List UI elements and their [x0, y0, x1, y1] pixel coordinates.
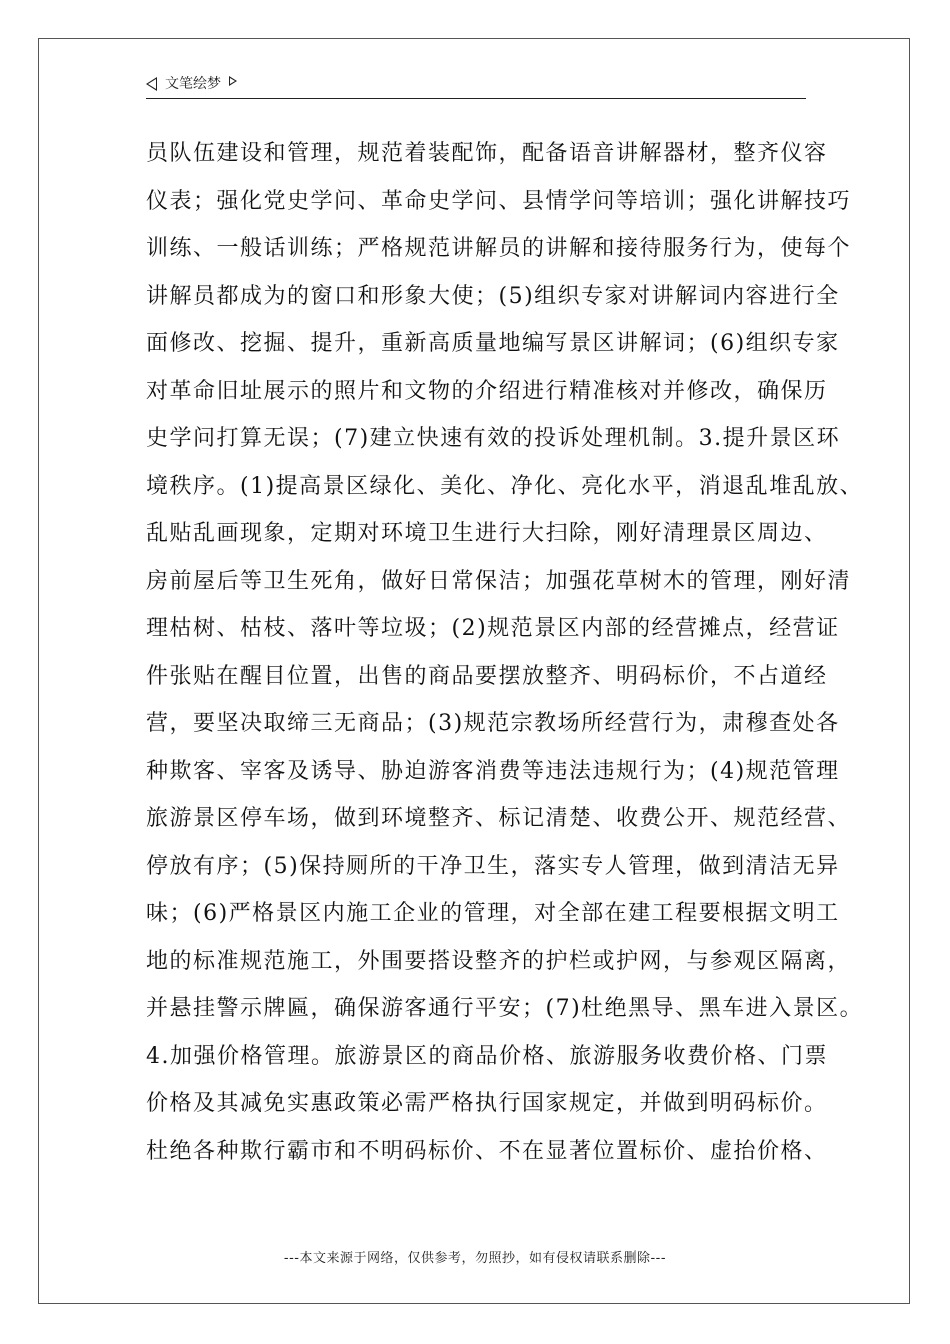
text-line: 对革命旧址展示的照片和文物的介绍进行精准核对并修改，确保历 — [146, 378, 828, 404]
text-line: 价格及其减免实惠政策必需严格执行国家规定，并做到明码标价。 — [146, 1091, 828, 1116]
text-line: 件张贴在醒目位置，出售的商品要摆放整齐、明码标价，不占道经 — [146, 663, 828, 689]
text-line: 训练、一般话训练；严格规范讲解员的讲解和接待服务行为，使每个 — [146, 236, 852, 261]
text-line: 理枯树、枯枝、落叶等垃圾；(2)规范景区内部的经营摊点，经营证 — [146, 616, 840, 641]
text-line: 讲解员都成为的窗口和形象大使；(5)组织专家对讲解词内容进行全 — [146, 283, 840, 309]
text-line: 乱贴乱画现象，定期对环境卫生进行大扫除，刚好清理景区周边、 — [146, 521, 828, 546]
footer-notice: ---本文来源于网络，仅供参考，勿照抄，如有侵权请联系删除--- — [283, 1251, 667, 1266]
document-body — [146, 130, 864, 1175]
text-line: 境秩序。(1)提高景区绿化、美化、净化、亮化水平，消退乱堆乱放、 — [146, 473, 864, 499]
text-line: 种欺客、宰客及诱导、胁迫游客消费等违法违规行为；(4)规范管理 — [146, 758, 840, 784]
text-line: 4.加强价格管理。旅游景区的商品价格、旅游服务收费价格、门票 — [146, 1043, 828, 1069]
text-line: 杜绝各种欺行霸市和不明码标价、不在显著位置标价、虚抬价格、 — [146, 1138, 828, 1164]
text-line: 地的标准规范施工，外围要搭设整齐的护栏或护网，与参观区隔离， — [146, 948, 852, 974]
header-brand: 文笔绘梦 — [165, 76, 221, 92]
header-brand-group — [146, 74, 237, 94]
text-line: 仪表；强化党史学问、革命史学问、县情学问等培训；强化讲解技巧 — [146, 188, 852, 214]
text-line: 房前屋后等卫生死角，做好日常保洁；加强花草树木的管理，刚好清 — [146, 568, 852, 594]
text-line: 停放有序；(5)保持厕所的干净卫生，落实专人管理，做到清洁无异 — [146, 853, 840, 879]
text-line: 味；(6)严格景区内施工企业的管理，对全部在建工程要根据文明工 — [146, 901, 840, 926]
text-line: 并悬挂警示牌匾，确保游客通行平安；(7)杜绝黑导、黑车进入景区。 — [146, 996, 864, 1021]
text-line: 史学问打算无误；(7)建立快速有效的投诉处理机制。3.提升景区环 — [146, 426, 841, 451]
triangle-right-icon — [229, 76, 237, 86]
text-line: 员队伍建设和管理，规范着装配饰，配备语音讲解器材，整齐仪容 — [146, 141, 828, 166]
text-line: 营，要坚决取缔三无商品；(3)规范宗教场所经营行为，肃穆查处各 — [146, 711, 840, 736]
triangle-left-icon — [146, 77, 157, 91]
page-header — [146, 72, 806, 99]
text-line: 面修改、挖掘、提升，重新高质量地编写景区讲解词；(6)组织专家 — [146, 331, 840, 356]
text-line: 旅游景区停车场，做到环境整齐、标记清楚、收费公开、规范经营、 — [146, 806, 852, 831]
